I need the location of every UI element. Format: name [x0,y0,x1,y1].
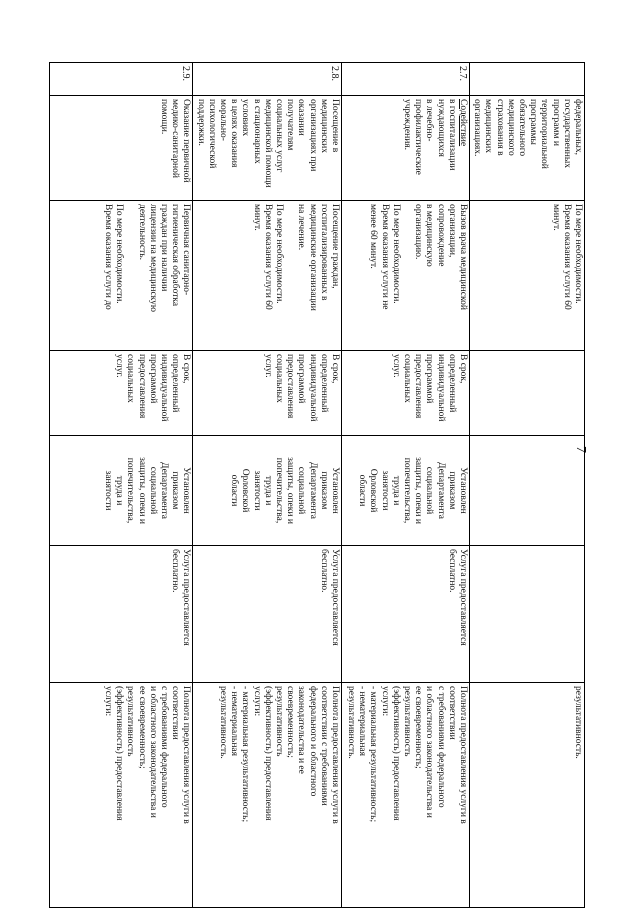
text-line: труда и [114,475,125,506]
text-line: получателям [285,99,296,151]
text-line: Услуга предоставляется [457,549,468,646]
text-line: Оказание первичной [181,99,192,183]
text-line: Департамента [307,461,318,520]
text-line: результативность [273,686,284,757]
text-line: организации, [446,204,457,258]
text-line: социальной [147,466,158,515]
text-line: соответствии с требованиями [318,686,329,806]
text-line: медицинских [483,99,494,153]
text-line: Полнота предоставления услуги в [181,686,192,824]
text-line: Время оказания услуги 60 [262,204,273,310]
rotated-table-container [55,62,585,907]
service-deadline-cell [193,351,342,436]
service-norm-cell [469,436,584,546]
text-line: области [357,474,368,507]
text-line: учреждения. [401,99,412,151]
text-line: медико-санитарной [170,99,181,178]
text-line: труда и [262,475,273,506]
text-line: нуждающихся [435,99,446,157]
text-line [124,204,135,347]
table-row [193,63,342,908]
text-line: в целях оказания [229,99,240,168]
service-conditions-cell [341,546,469,683]
service-norm-cell [50,436,193,546]
text-line: результативность [125,686,136,757]
text-line: Время оказания услуги 60 [561,204,572,310]
text-line: Установлен [457,467,468,514]
service-deadline-cell [469,351,584,436]
text-line: оказании [296,99,307,136]
text-line: программой [147,354,158,404]
services-table [49,62,585,908]
table-row [341,63,469,908]
page-number: 7 [573,446,588,453]
text-line: организациях. [472,99,483,157]
text-line: лицензии на медицинскую [147,204,158,312]
text-line: бесплатно. [318,549,329,593]
row-number-cell: 2.9. [50,63,193,96]
text-line: Орловской [240,468,251,513]
text-line: попечительства, [273,457,284,524]
service-deadline-cell [50,351,193,436]
service-conditions-cell [50,546,193,683]
text-line: медицинских [318,99,329,153]
text-line: Полнота предоставления услуги в [457,686,468,824]
text-line: федеральных, [573,99,583,156]
text-line: результативность. [573,686,583,759]
text-line: в стационарных [251,99,262,164]
text-line: условиях [240,99,251,137]
text-line: индивидуальной [158,354,169,422]
text-line: Орловской [368,468,379,513]
text-line: индивидуальной [435,354,446,422]
text-line: предоставления [136,354,147,419]
text-line: минут. [550,204,561,231]
text-line: с требованиями федерального [158,686,169,808]
text-line: и областного законодательства и [424,686,435,818]
text-line: в медицинскую [424,204,435,267]
text-line: государственных [561,99,572,169]
text-line: программы [528,99,539,145]
text-line: - нематериальная [357,686,368,757]
text-line: предоставления [285,354,296,419]
text-line: социальных услуг [273,99,284,173]
text-line: минут. [251,204,262,231]
text-line: По мере необходимости. [114,204,125,304]
text-line [401,204,412,347]
text-line: соответствии [446,686,457,740]
row-number-cell: 2.8. [193,63,342,96]
text-line: области [229,474,240,507]
text-line: услуг. [262,354,273,378]
text-line: своевременность; [285,686,296,758]
text-line: - материальная результативность; [368,686,379,823]
text-line: психологической [206,99,217,169]
text-line: занятости [251,470,262,511]
text-line: законодательства и ее [296,686,307,774]
service-name-cell [193,96,342,201]
service-conditions-cell [469,546,584,683]
table-row [469,63,584,908]
text-line: бесплатно. [170,549,181,593]
text-line: определенный [446,354,457,413]
text-line: труда и [390,475,401,506]
text-line: социальной [424,466,435,515]
text-line: - материальная результативность; [240,686,251,823]
text-line: территориальной [539,99,550,169]
service-name-cell [469,96,584,201]
text-line: защиты, опеки и [136,457,147,524]
text-line: обязательного [516,99,527,157]
text-line: результативность. [217,686,228,759]
text-line: По мере необходимости. [573,204,583,304]
text-line: с требованиями федерального [435,686,446,808]
row-number-cell [469,63,584,96]
text-line: результативность. [345,686,356,759]
text-line: услуг. [114,354,125,378]
text-line: Услуга предоставляется [329,549,340,646]
service-description-cell [469,201,584,351]
text-line: профилактические [413,99,424,175]
text-line: попечительства, [401,457,412,524]
text-line: - нематериальная [229,686,240,757]
service-description-cell [341,201,469,351]
text-line: приказом [170,471,181,510]
service-name-cell [50,96,193,201]
row-number-cell: 2.7. [341,63,469,96]
text-line: По мере необходимости. [390,204,401,304]
service-conditions-cell [193,546,342,683]
text-line: В срок, [457,354,468,384]
text-line: менее 60 минут. [368,204,379,269]
text-line: приказом [446,471,457,510]
text-line: организациях при [307,99,318,172]
table-row [50,63,193,908]
text-line: определенный [170,354,181,413]
text-line: социальных [401,354,412,403]
text-line: бесплатно. [446,549,457,593]
text-line: услуги: [379,686,390,717]
text-line: на лечение. [296,204,307,251]
text-line: (эффективность) предоставления [114,686,125,821]
text-line: медицинского [505,99,516,156]
text-line [284,204,295,347]
text-line: соответствии [170,686,181,740]
text-line: услуги: [102,686,113,717]
text-line: ее своевременность; [136,686,147,769]
text-line: Содействие [457,99,468,147]
text-line: Посещение граждан, [329,204,340,289]
service-name-cell [341,96,469,201]
service-norm-cell [341,436,469,546]
text-line: медицинской помощи [262,99,273,188]
service-indicators-cell [50,683,193,908]
text-line: поддержки. [195,99,206,146]
text-line: Вызов врача медицинской [457,204,468,310]
service-description-cell [193,201,342,351]
text-line: По мере необходимости. [273,204,284,304]
service-description-cell [50,201,193,351]
text-line: предоставления [413,354,424,419]
text-line: и областного законодательства и [147,686,158,818]
text-line: занятости [102,470,113,511]
text-line: Первичная санитарно- [181,204,192,296]
service-indicators-cell [469,683,584,908]
service-norm-cell [193,436,342,546]
service-indicators-cell [341,683,469,908]
text-line: социальной [296,466,307,515]
text-line: (эффективность) предоставления [390,686,401,821]
service-deadline-cell [341,351,469,436]
text-line: Департамента [158,461,169,520]
text-line: приказом [318,471,329,510]
text-line: Время оказания услуги до [102,204,113,310]
text-line: граждан при наличии [158,204,169,292]
text-line: В срок, [181,354,192,384]
text-line: защиты, опеки и [285,457,296,524]
text-line: госпитализированных в [318,204,329,301]
text-line: организацию. [413,204,424,260]
text-line: результативность [401,686,412,757]
text-line: Установлен [329,467,340,514]
text-line: программой [296,354,307,404]
text-line: защиты, опеки и [413,457,424,524]
text-line: деятельность. [136,204,147,261]
text-line: Посещение в [329,99,340,153]
text-line: сопровождение [435,204,446,267]
text-line: В срок, [329,354,340,384]
text-line: социальных [273,354,284,403]
text-line: (эффективность) предоставления [262,686,273,821]
text-line: услуги: [251,686,262,717]
text-line: помощи. [158,99,169,135]
text-line: Полнота предоставления услуги в [329,686,340,824]
text-line: программой [424,354,435,404]
text-line: попечительства, [125,457,136,524]
text-line: страхования в [494,99,505,156]
text-line: гигиеническая обработка [170,204,181,307]
text-line: Время оказания услуги не [379,204,390,310]
text-line: занятости [379,470,390,511]
text-line: ее своевременность; [413,686,424,769]
service-indicators-cell [193,683,342,908]
text-line: услуг. [390,354,401,378]
text-line: медицинские организации [307,204,318,311]
text-line: в госпитализации [446,99,457,171]
text-line: Департамента [435,461,446,520]
text-line: программ и [550,99,561,146]
text-line: Услуга предоставляется [181,549,192,646]
text-line: индивидуальной [307,354,318,422]
text-line: федерального и областного [307,686,318,797]
text-line: в лечебно- [424,99,435,142]
text-line: Установлен [181,467,192,514]
text-line: определенный [318,354,329,413]
text-line: социальных [125,354,136,403]
text-line: морально- [217,99,228,141]
